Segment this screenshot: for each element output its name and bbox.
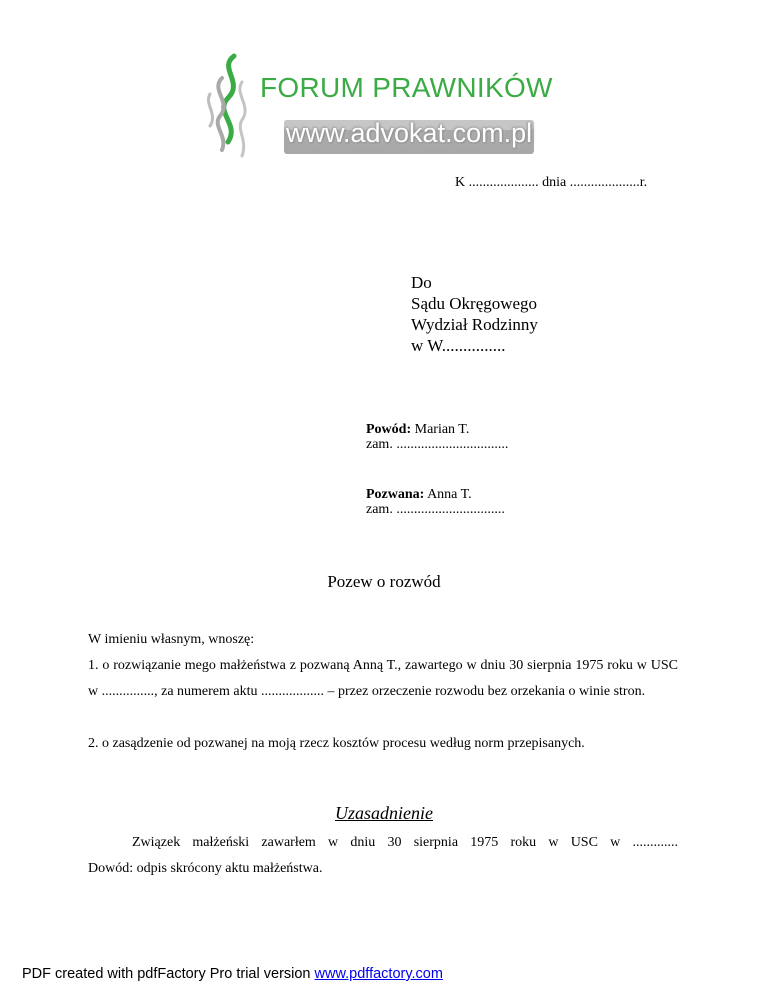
defendant-block bbox=[366, 487, 505, 517]
plaintiff-block bbox=[366, 422, 508, 452]
intro-text: W imieniu własnym, wnoszę: bbox=[88, 632, 255, 647]
defendant-label: Pozwana: bbox=[366, 487, 425, 502]
evidence-line: Dowód: odpis skrócony aktu małżeństwa. bbox=[88, 861, 323, 876]
addressee-line: Wydział Rodzinny bbox=[411, 315, 538, 334]
place-date-line: K .................... dnia ....................r. bbox=[455, 175, 648, 190]
defendant-name: Anna T. bbox=[427, 487, 472, 502]
defendant-address: zam. ............................... bbox=[366, 502, 505, 517]
justification-heading: Uzasadnienie bbox=[335, 803, 433, 823]
plaintiff-address: zam. ................................ bbox=[366, 437, 509, 452]
pdf-footer bbox=[22, 966, 443, 982]
addressee-line: Do bbox=[411, 273, 432, 292]
document-title: Pozew o rozwód bbox=[327, 572, 441, 591]
addressee-block bbox=[411, 272, 538, 356]
plaintiff-name: Marian T. bbox=[414, 422, 470, 437]
addressee-line: w W............... bbox=[411, 336, 506, 355]
plaintiff-label: Powód: bbox=[366, 422, 412, 437]
request-point-1: 1. o rozwiązanie mego małżeństwa z pozwaną Anną T., zawartego w dniu 30 sierpnia 1975 roku w USC w ..............., za numerem aktu .................. – przez orzeczenie rozwodu bez orzekania o winie stron. bbox=[88, 658, 678, 699]
request-point-2: 2. o zasądzenie od pozwanej na moją rzecz kosztów procesu według norm przepisanych. bbox=[88, 736, 585, 751]
logo-title: FORUM PRAWNIKÓW bbox=[260, 72, 553, 103]
justification-text bbox=[88, 830, 678, 882]
logo-url: www.advokat.com.pl bbox=[286, 118, 533, 148]
footer-text: PDF created with pdfFactory Pro trial version bbox=[22, 966, 315, 982]
footer-link[interactable]: www.pdffactory.com bbox=[314, 966, 443, 982]
justification-line: Związek małżeński zawarłem w dniu 30 sierpnia 1975 roku w USC w ............. bbox=[132, 835, 678, 850]
addressee-line: Sądu Okręgowego bbox=[411, 294, 538, 313]
